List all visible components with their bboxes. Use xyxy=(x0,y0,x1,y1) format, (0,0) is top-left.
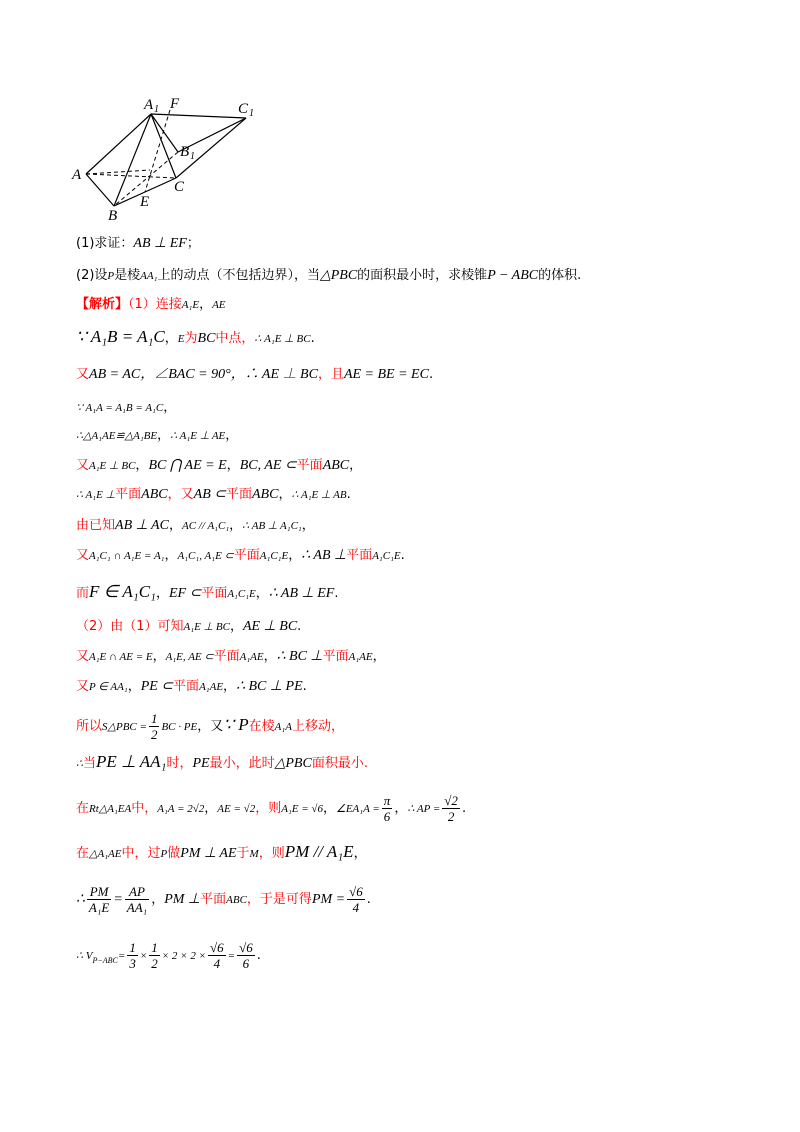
sol-l13-m2: PE ⊂ xyxy=(140,679,174,694)
sol-line-12 xyxy=(76,646,776,667)
sol-l5-m1: ∴△A₁AE≌△A₁BE xyxy=(76,430,158,442)
sol-l8-t3: ， xyxy=(229,518,243,533)
frac-den: AA₁ xyxy=(126,899,148,915)
sol-l19-x2: × 2 × 2 × xyxy=(161,950,207,962)
label-A1: A xyxy=(144,97,154,113)
sol-l1-t1: （1）连接 xyxy=(128,297,182,312)
label-B: B xyxy=(108,208,118,224)
sol-l14-t1: 所以 xyxy=(76,719,103,734)
sol-l16-t1: 在 xyxy=(76,801,90,816)
sol-line-7 xyxy=(76,484,776,505)
fraction-one-third xyxy=(127,940,138,971)
sol-l9-t5: 平面 xyxy=(346,548,373,563)
sol-l14-t2: ，又 xyxy=(197,719,224,734)
sol-l18-m4: ABC xyxy=(226,894,247,906)
sol-l10-m4: ∴ AB ⊥ EF xyxy=(268,586,335,601)
sol-l10-t3: 平面 xyxy=(201,586,228,601)
sol-l7-t1: 平面 xyxy=(115,487,142,502)
sol-l18-t4: . xyxy=(366,892,371,907)
prism-figure xyxy=(66,92,276,222)
sol-l14-m4: A₁A xyxy=(274,721,292,733)
sol-l3-t1: 又 xyxy=(76,367,90,382)
sol-l7-t3: 平面 xyxy=(225,487,252,502)
sol-l13-m4: ∴ BC ⊥ PE xyxy=(236,679,303,694)
sol-l6-m1: A₁E ⊥ BC xyxy=(89,460,136,472)
edge-A1C1 xyxy=(151,114,246,118)
sol-l10-t5: . xyxy=(334,586,339,601)
fraction-sqrt6-over-4-b xyxy=(208,940,226,971)
fraction-pi-over-6 xyxy=(382,793,393,824)
sol-l2-m1: ∵ A₁B = A₁C xyxy=(76,327,165,346)
frac-num: 1 xyxy=(150,710,158,726)
label-A: A xyxy=(72,167,82,183)
sol-line-9 xyxy=(76,545,776,566)
frac-den: 3 xyxy=(129,955,136,971)
label-B1: B xyxy=(180,144,190,160)
sol-l6-t1: 又 xyxy=(76,458,90,473)
sol-l6-m2: BC ⋂ AE = E xyxy=(148,458,227,473)
sol-l15-t1: 当 xyxy=(83,756,97,771)
sol-l16-t3: ， xyxy=(204,801,218,816)
sol-line-16 xyxy=(76,788,776,829)
sol-l16-t7: . xyxy=(461,801,467,816)
q2-t2: 是棱 xyxy=(114,268,141,283)
sol-l7-t4: ， xyxy=(278,487,292,502)
sol-l3-m2: AE = BE = EC xyxy=(343,367,429,382)
sol-l1-m2: AE xyxy=(212,299,226,311)
sol-line-4 xyxy=(76,397,776,418)
sol-l12-t6: ， xyxy=(372,649,386,664)
sol-l13-t1: 又 xyxy=(76,679,90,694)
sol-line-10 xyxy=(76,582,776,604)
frac-num: √2 xyxy=(444,792,458,808)
frac-den: A₁E xyxy=(88,899,110,915)
sol-l2-m4: ∴ A₁E ⊥ BC xyxy=(254,333,311,345)
sol-l4-t1: ， xyxy=(163,400,177,415)
frac-den: 2 xyxy=(447,808,455,824)
fraction-pm-over-a1e xyxy=(87,884,111,915)
sol-l15-t3: 最小，此时 xyxy=(209,756,275,771)
sol-l17-t1: 在 xyxy=(76,846,90,861)
fraction-ap-over-aa1 xyxy=(125,884,149,915)
frac-den: 6 xyxy=(242,955,250,971)
sol-line-6 xyxy=(76,455,776,476)
sol-l17-m2: P xyxy=(160,848,168,860)
sol-l1-m1: A₁E xyxy=(181,299,200,311)
sol-l16-m2: A₁A = 2√2 xyxy=(157,803,205,815)
sol-l11-t1: （2）由（1）可知 xyxy=(76,619,184,634)
sol-l9-m5: A₁C₁E xyxy=(372,550,401,562)
frac-den: 6 xyxy=(383,808,391,824)
frac-num: √6 xyxy=(349,883,363,899)
sol-l3-t3: . xyxy=(428,367,434,382)
sol-l16-t6: ， xyxy=(394,801,408,816)
q2-m1: P xyxy=(107,270,115,282)
sol-l12-t4: ， xyxy=(263,649,277,664)
sol-line-2 xyxy=(76,327,776,349)
sol-l15-t2: 时， xyxy=(166,756,193,771)
sol-l5-m2: ∴ A₁E ⊥ AE xyxy=(170,430,226,442)
label-A1-sub: 1 xyxy=(154,104,159,115)
frac-num: √6 xyxy=(210,939,224,955)
sol-l9-t6: . xyxy=(400,548,405,563)
sol-l12-m4: ∴ BC ⊥ xyxy=(276,649,323,664)
sol-l18-m5: PM = xyxy=(311,892,346,907)
frac-num: √6 xyxy=(239,939,253,955)
sol-l13-t2: ， xyxy=(127,679,141,694)
sol-l18-t2: 平面 xyxy=(200,892,227,907)
edge-A1B1 xyxy=(151,114,178,152)
sol-l9-m3: A₁C₁E xyxy=(259,550,289,562)
sol-l16-m5: ∠EA₁A = xyxy=(335,803,380,815)
sol-line-1 xyxy=(76,294,776,315)
sol-l17-m4: M xyxy=(249,848,259,860)
sol-l13-t3: 平面 xyxy=(173,679,200,694)
sol-l12-m1: A₁E ∩ AE = E xyxy=(89,651,153,663)
q2-t4: 的面积最小时，求棱锥 xyxy=(357,268,488,283)
sol-l13-m3: A₁AE xyxy=(199,681,224,693)
sol-l18-t3: ，于是可得 xyxy=(246,892,312,907)
sol-l19-t1: . xyxy=(256,948,261,963)
sol-line-18 xyxy=(76,876,776,923)
sol-l9-t2: ， xyxy=(164,548,178,563)
prism-diagram xyxy=(66,92,276,222)
sol-l19-m1sub: P−ABC xyxy=(92,955,118,965)
edge-A1C xyxy=(151,114,176,178)
sol-l9-t3: 平面 xyxy=(233,548,260,563)
q2-m2: AA₁ xyxy=(140,270,158,282)
sol-l12-t2: ， xyxy=(152,649,166,664)
sol-l8-m3: ∴ AB ⊥ A₁C₁ xyxy=(242,520,302,532)
sol-line-5 xyxy=(76,425,776,446)
q1-math: AB ⊥ EF xyxy=(133,236,187,251)
sol-l10-m3: A₁C₁E xyxy=(227,588,256,600)
sol-l15-m0: ∴ xyxy=(76,758,83,770)
sol-l16-t4: ，则 xyxy=(255,801,282,816)
frac-num: AP xyxy=(125,884,149,900)
sol-l6-m4: ABC xyxy=(322,458,350,473)
edge-AC-hidden xyxy=(86,174,176,178)
sol-l9-m4: ∴ AB ⊥ xyxy=(301,548,347,563)
sol-l18-t1: ， xyxy=(151,892,165,907)
fraction-one-half xyxy=(149,711,160,742)
label-F: F xyxy=(170,96,180,112)
sol-l18-m3: PM ⊥ xyxy=(164,892,201,907)
q2-m3: △PBC xyxy=(319,268,358,283)
sol-l2-t3: 中点， xyxy=(215,331,255,346)
sol-l14-m1: S△PBC = xyxy=(102,721,147,733)
sol-l18-m2: = xyxy=(113,892,123,907)
sol-l10-t4: ， xyxy=(255,586,269,601)
sol-l9-m2: A₁C₁, A₁E ⊂ xyxy=(177,550,234,562)
q1-suffix: ； xyxy=(186,236,200,251)
sol-l5-t2: ， xyxy=(225,428,239,443)
sol-l4-m1: ∵ A₁A = A₁B = A₁C xyxy=(76,402,164,414)
sol-l12-m5: A₁AE xyxy=(348,651,373,663)
edge-AB xyxy=(86,174,114,206)
sol-line-19 xyxy=(76,935,776,981)
q1-prefix: (1)求证： xyxy=(76,236,134,251)
sol-l13-t4: ， xyxy=(223,679,237,694)
sol-l18-m1: ∴ xyxy=(76,892,85,907)
sol-l6-t4: 平面 xyxy=(296,458,323,473)
fraction-sqrt6-over-4 xyxy=(347,884,365,915)
label-B1-sub: 1 xyxy=(190,151,195,162)
sol-l8-t4: ， xyxy=(301,518,315,533)
question-1 xyxy=(76,233,776,254)
sol-l7-m4: ABC xyxy=(252,487,279,502)
frac-den: 2 xyxy=(151,955,158,971)
sol-l8-t2: ， xyxy=(168,518,182,533)
frac-den: 4 xyxy=(213,955,221,971)
frac-num: PM xyxy=(87,884,111,900)
label-E: E xyxy=(140,194,150,210)
sol-l2-m3: BC xyxy=(197,331,216,346)
sol-l11-m2: AE ⊥ BC xyxy=(242,619,298,634)
sol-l16-m6: ∴ AP = xyxy=(407,803,441,815)
sol-l19-m1: ∴ V xyxy=(76,950,93,962)
sol-line-11 xyxy=(76,616,776,637)
sol-l12-t5: 平面 xyxy=(322,649,349,664)
sol-l15-m3: △PBC xyxy=(274,756,312,771)
sol-l6-t5: ， xyxy=(349,458,363,473)
sol-l17-t6: ， xyxy=(353,846,367,861)
sol-l16-m1: Rt△A₁EA xyxy=(89,803,132,815)
sol-l9-m1: A₁C₁ ∩ A₁E = A₁ xyxy=(89,550,165,562)
sol-l12-m3: A₁AE xyxy=(239,651,264,663)
label-C1: C xyxy=(238,101,249,117)
label-C1-sub: 1 xyxy=(249,108,254,119)
sol-l2-t4: . xyxy=(310,331,315,346)
sol-line-14 xyxy=(76,708,776,744)
sol-l13-m1: P ∈ AA₁ xyxy=(89,681,128,693)
sol-l9-t4: ， xyxy=(288,548,302,563)
sol-l7-m1: ∴ A₁E ⊥ xyxy=(76,489,116,501)
sol-line-17 xyxy=(76,842,776,864)
sol-l19-m2: = xyxy=(117,950,126,962)
sol-l15-m1: PE ⊥ AA₁ xyxy=(96,752,167,771)
sol-line-3 xyxy=(76,364,776,385)
sol-l10-m1: F ∈ A₁C₁ xyxy=(89,582,156,601)
sol-l8-m1: AB ⊥ AC xyxy=(115,518,169,533)
sol-l6-t2: ， xyxy=(135,458,149,473)
sol-l10-m2: EF ⊂ xyxy=(168,586,202,601)
sol-l17-t3: 做 xyxy=(167,846,181,861)
q2-t3: 上的动点（不包括边界），当 xyxy=(157,268,320,283)
analysis-tag: 【解析】 xyxy=(76,297,129,312)
sol-l6-m3: BC, AE ⊂ xyxy=(239,458,297,473)
sol-l11-m1: A₁E ⊥ BC xyxy=(183,621,230,633)
sol-l17-t5: ，则 xyxy=(258,846,285,861)
fraction-sqrt2-over-2 xyxy=(442,793,460,824)
sol-l17-t4: 于 xyxy=(236,846,250,861)
sol-l7-m3: AB ⊂ xyxy=(193,487,226,502)
sol-line-15 xyxy=(76,752,776,774)
sol-l17-m3: PM ⊥ AE xyxy=(180,846,237,861)
sol-l14-m3: ∵ P xyxy=(223,715,249,734)
segment-AE-hidden xyxy=(86,170,150,174)
sol-l7-m5: ∴ A₁E ⊥ AB xyxy=(291,489,347,501)
sol-l1-t2: ， xyxy=(199,297,213,312)
edge-A1A xyxy=(86,114,151,174)
sol-l3-m1: AB = AC，∠BAC = 90°，∴ AE ⊥ BC xyxy=(89,367,318,382)
sol-l12-t3: 平面 xyxy=(213,649,240,664)
sol-l2-t2: 为 xyxy=(184,331,198,346)
frac-num: π xyxy=(383,792,391,808)
question-2 xyxy=(76,265,776,286)
sol-l11-t3: . xyxy=(297,619,302,634)
sol-l17-m5: PM // A₁E xyxy=(284,842,354,861)
sol-l2-m2: E xyxy=(177,333,185,345)
sol-l17-m1: △A₁AE xyxy=(89,848,122,860)
sol-line-13 xyxy=(76,676,776,697)
frac-num: 1 xyxy=(129,939,136,955)
sol-l5-t1: ， xyxy=(157,428,171,443)
q2-t5: 的体积. xyxy=(538,268,582,283)
sol-l14-t3: 在棱 xyxy=(248,719,275,734)
sol-l14-t4: 上移动， xyxy=(291,719,344,734)
sol-l7-m2: ABC xyxy=(141,487,168,502)
sol-l15-t4: 面积最小. xyxy=(311,756,368,771)
sol-l16-m3: AE = √2 xyxy=(217,803,256,815)
sol-l7-t2: ，又 xyxy=(167,487,194,502)
sol-l7-t5: . xyxy=(346,487,351,502)
sol-l2-t1: ， xyxy=(164,331,178,346)
sol-l14-m2: BC · PE xyxy=(161,721,198,733)
sol-l17-t2: 中，过 xyxy=(121,846,161,861)
sol-l3-t2: ，且 xyxy=(317,367,344,382)
sol-l13-t5: . xyxy=(302,679,307,694)
sol-line-8 xyxy=(76,515,776,536)
frac-num: 1 xyxy=(151,939,158,955)
fraction-one-half-b xyxy=(149,940,160,971)
frac-den: 4 xyxy=(352,899,360,915)
sol-l16-t2: 中， xyxy=(131,801,158,816)
fraction-sqrt6-over-6 xyxy=(237,940,255,971)
sol-l12-t1: 又 xyxy=(76,649,90,664)
sol-l19-x1: × xyxy=(139,950,148,962)
q2-t1: (2)设 xyxy=(76,268,108,283)
sol-l10-t1: 而 xyxy=(76,586,90,601)
label-C: C xyxy=(174,179,185,195)
sol-l8-t1: 由已知 xyxy=(76,518,116,533)
sol-l8-m2: AC // A₁C₁ xyxy=(181,520,230,532)
sol-l6-t3: ， xyxy=(226,458,240,473)
q2-m4: P − ABC xyxy=(487,268,539,283)
sol-l16-t5: ， xyxy=(322,801,336,816)
sol-l9-t1: 又 xyxy=(76,548,90,563)
sol-l15-m2: PE xyxy=(192,756,210,771)
sol-l19-m3: = xyxy=(227,950,236,962)
frac-den: 2 xyxy=(150,726,158,742)
sol-l16-m4: A₁E = √6 xyxy=(281,803,323,815)
sol-l11-t2: ， xyxy=(229,619,243,634)
sol-l12-m2: A₁E, AE ⊂ xyxy=(165,651,214,663)
sol-l10-t2: ， xyxy=(155,586,169,601)
